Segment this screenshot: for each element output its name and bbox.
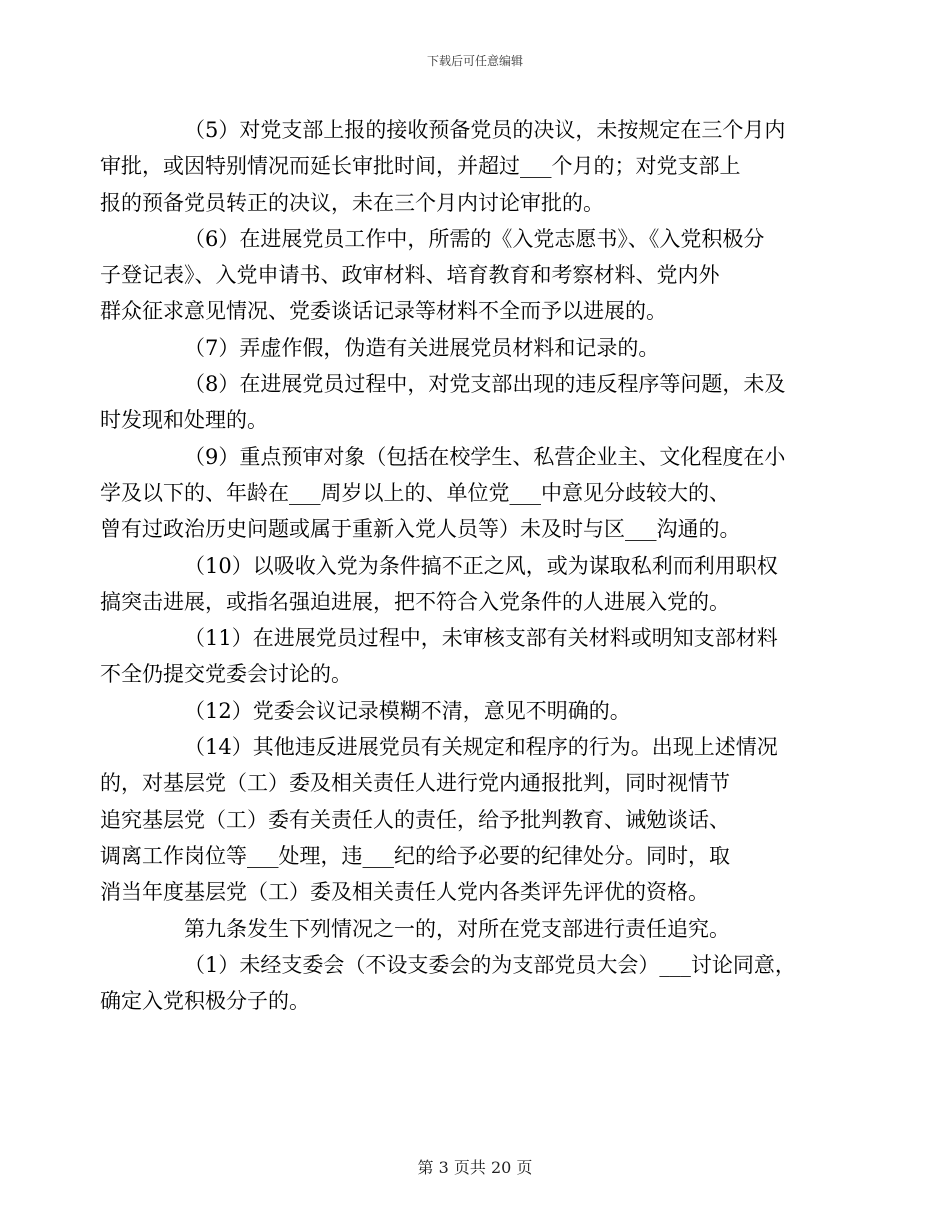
text-line: 子登记表》、入党申请书、政审材料、培育教育和考察材料、党内外 [100,263,720,288]
text-line: 时发现和处理的。 [100,408,268,433]
text-line: 第九条发生下列情况之一的，对所在党支部进行责任追究。 [184,916,730,941]
text-line: 报的预备党员转正的决议，未在三个月内讨论审批的。 [100,190,604,215]
paragraph-item-5 [100,112,808,221]
page-footer: 第 3 页共 20 页 [417,1158,533,1177]
paragraph-item-7 [142,330,808,366]
text-line: （12）党委会议记录模糊不清，意见不明确的。 [184,698,631,723]
paragraph-item-14 [100,729,808,910]
text-line: （9）重点预审对象（包括在校学生、私营企业主、文化程度在小 [184,444,786,469]
paragraph-item-11 [100,620,808,693]
text-line: 不全仍提交党委会讨论的。 [100,662,352,687]
text-line: 追究基层党（工）委有关责任人的责任，给予批判教育、诫勉谈话、 [100,807,730,832]
text-line: （5）对党支部上报的接收预备党员的决议，未按规定在三个月内 [184,118,786,142]
text-line: 消当年度基层党（工）委及相关责任人党内各类评先评优的资格。 [100,880,709,905]
text-line: 调离工作岗位等___处理，违___纪的给予必要的纪律处分。同时，取 [100,843,730,868]
paragraph-item-8 [100,366,808,439]
text-line: 审批，或因特别情况而延长审批时间，并超过___个月的；对党支部上 [100,154,741,179]
text-line: （14）其他违反进展党员有关规定和程序的行为。出现上述情况 [184,735,778,760]
text-line: （1）未经支委会（不设支委会的为支部党员大会）___讨论同意， [184,952,796,977]
text-line: 曾有过政治历史问题或属于重新入党人员等）未及时与区___沟通的。 [100,517,741,542]
text-line: 学及以下的、年龄在___周岁以上的、单位党___中意见分歧较大的、 [100,480,730,505]
text-line: 确定入党积极分子的。 [100,989,310,1014]
text-line: （11）在进展党员过程中，未审核支部有关材料或明知支部材料 [184,626,778,651]
article-nine-heading [142,911,808,947]
text-line: （10）以吸收入党为条件搞不正之风，或为谋取私利而利用职权 [184,553,778,578]
paragraph-item-6 [100,221,808,330]
paragraph-item-10 [100,548,808,621]
paragraph-item-12 [142,693,808,729]
document-body [100,112,808,1019]
page-header: 下载后可任意编辑 [426,54,523,68]
text-line: 的，对基层党（工）委及相关责任人进行党内通报批判，同时视情节 [100,771,730,796]
text-line: （6）在进展党员工作中，所需的《入党志愿书》、《入党积极分 [184,226,765,251]
text-line: （8）在进展党员过程中，对党支部出现的违反程序等问题，未及 [184,372,786,397]
paragraph-article-nine-item-1 [100,947,808,1020]
paragraph-item-9 [100,439,808,548]
text-line: 群众征求意见情况、党委谈话记录等材料不全而予以进展的。 [100,299,667,324]
text-line: （7）弄虚作假，伪造有关进展党员材料和记录的。 [184,335,660,360]
text-line: 搞突击进展，或指名强迫进展，把不符合入党条件的人进展入党的。 [100,589,730,614]
